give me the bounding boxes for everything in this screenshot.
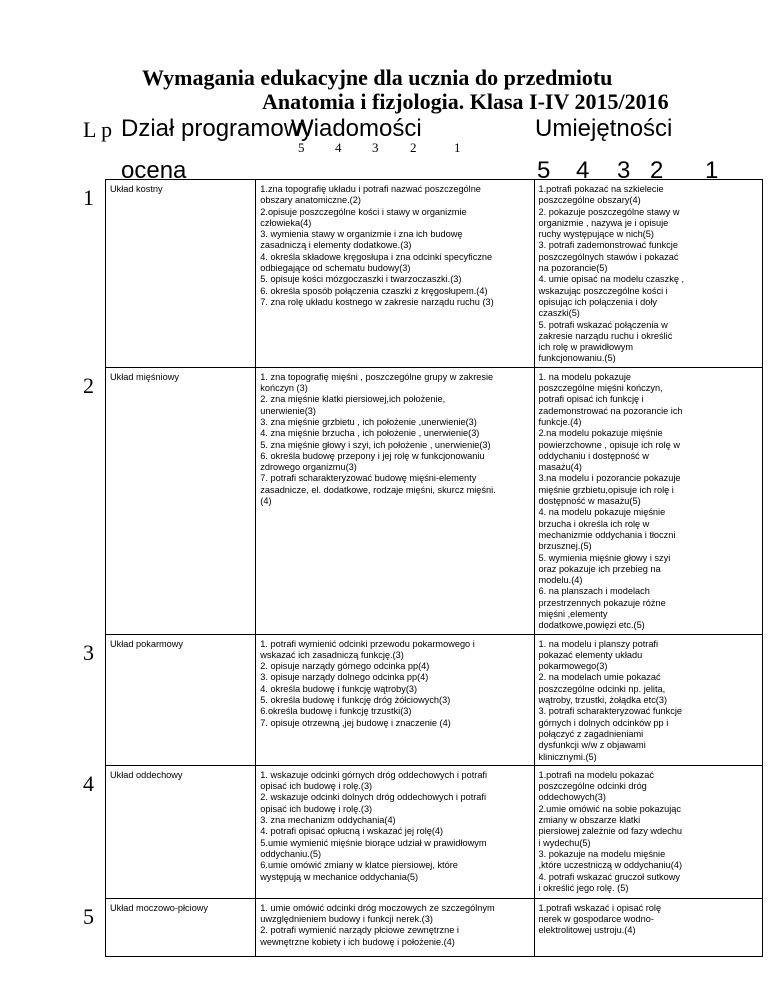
wiadomosci-line: 5. określa budowę i funkcję dróg żółciowych(3) <box>260 695 451 706</box>
wiadomosci-line: 6. określa sposób połączenia czaszki z kręgosłupem.(4) <box>260 285 488 296</box>
wiadomosci-cell <box>256 634 534 765</box>
wiadomosci-line: uwzględnieniem budowy i funkcji nerek.(3) <box>260 914 433 925</box>
umiejetnosci-line: 4. potrafi wskazać gruczoł sutkowy <box>538 871 680 882</box>
row-number: 4 <box>83 771 94 796</box>
umiejetnosci-line: górnych i dolnych odcinków pp i <box>538 717 669 728</box>
umiejetnosci-line: połączyć z zagadnieniami <box>538 728 644 739</box>
small-grade: 5 <box>298 140 305 155</box>
table-row <box>106 367 763 634</box>
umiejetnosci-line: 3. pokazuje na modelu mięśnie <box>538 848 666 859</box>
umiejetnosci-line: organizmie , nazywa je i opisuje <box>538 217 669 228</box>
wiadomosci-cell <box>256 765 534 898</box>
umiejetnosci-line: dysfunkcji w/w z objawami <box>538 740 646 751</box>
umiejetnosci-line: modelu.(4) <box>538 575 583 586</box>
wiadomosci-line: 2. opisuje narządy górnego odcinka pp(4) <box>260 661 430 672</box>
wiadomosci-line: 6.określa budowę i funkcję trzustki(3) <box>260 706 412 717</box>
umiejetnosci-line: pokazać elementy układu <box>538 649 643 660</box>
umiejetnosci-line: 3. potrafi scharakteryzować funkcje <box>538 706 683 717</box>
row-number: 5 <box>83 904 94 929</box>
wiadomosci-cell <box>256 898 534 956</box>
wiadomosci-line: 6. określa budowę przepony i jej rolę w funkcjonowaniu <box>260 450 485 461</box>
wiadomosci-line: wskazać ich zasadniczą funkcję.(3) <box>260 649 404 660</box>
wiadomosci-line: 3. wymienia stawy w organizmie i zna ich budowę <box>260 229 463 240</box>
umiejetnosci-line: elektrolitowej ustroju.(4) <box>538 925 636 936</box>
wiadomosci-line: 5. opisuje kości mózgoczaszki i twarzoczaszki.(3) <box>260 274 462 285</box>
umiejetnosci-line: pokarmowego(3) <box>538 661 608 672</box>
wiadomosci-line: 3. zna mięśnie grzbietu , ich położenie ,unerwienie(3) <box>260 416 477 427</box>
umiejetnosci-line: i wydechu(5) <box>538 837 591 848</box>
wiadomosci-line: 5. zna mięśnie głowy i szyi, ich położenie , unerwienie(3) <box>260 439 491 450</box>
wiadomosci-line: występują w mechanice oddychania(5) <box>260 871 419 882</box>
dzial-text: Układ mięśniowy <box>110 371 179 382</box>
umiejetnosci-cell <box>534 367 762 634</box>
dzial-text: Układ kostny <box>110 184 163 194</box>
umiejetnosci-line: funkcjonowaniu.(5) <box>538 353 616 364</box>
dzial-cell <box>106 180 256 368</box>
wiadomosci-line: wewnętrzne kobiety i ich budowę i położenie.(4) <box>260 936 455 947</box>
umiejetnosci-line: wątroby, trzustki, żołądka etc(3) <box>538 695 668 706</box>
title-line-1: Wymagania edukacyjne dla ucznia do przedmiotu <box>142 65 613 90</box>
small-grade: 4 <box>335 140 342 155</box>
row-number: 2 <box>83 373 94 398</box>
umiejetnosci-line: piersiowej zależnie od fazy wdechu <box>538 826 683 837</box>
wiadomosci-line: unerwienie(3) <box>260 405 316 416</box>
umiejetnosci-line: zmiany w obszarze klatki <box>538 815 641 826</box>
umiejetnosci-line: oraz pokazuje ich przebieg na <box>538 563 661 574</box>
wiadomosci-line: 5.umie wymienić mięśnie biorące udział w prawidłowym <box>260 837 487 848</box>
umiejetnosci-line: przestrzennych pokazuje różne <box>538 597 666 608</box>
wiadomosci-line: odbiegające od schematu budowy(3) <box>260 263 411 274</box>
wiadomosci-line: 7. zna rolę układu kostnego w zakresie narządu ruchu (3) <box>260 296 494 307</box>
wiadomosci-line: oddychaniu.(5) <box>260 848 322 859</box>
umiejetnosci-line: dostępność w masażu(5) <box>538 496 641 507</box>
wiadomosci-line: 2.opisuje poszczególne kości i stawy w organizmie <box>260 206 467 217</box>
table-row <box>106 180 763 368</box>
umiejetnosci-line: 1.potrafi wskazać i opisać rolę <box>538 902 662 913</box>
umiejetnosci-line: zademonstrować na pozorancie ich <box>538 405 683 416</box>
umiejetnosci-line: 3. potrafi zademonstrować funkcje <box>538 240 678 251</box>
umiejetnosci-line: ,które uczestniczą w oddychaniu(4) <box>538 860 683 871</box>
umiejetnosci-line: 1. na modelu pokazuje <box>538 371 631 382</box>
table-row <box>106 898 763 956</box>
big-grade: 2 <box>650 157 664 184</box>
umiejetnosci-cell <box>534 180 762 368</box>
umiejetnosci-line: poszczególne mięśni kończyn, <box>538 383 663 394</box>
big-grade: 4 <box>576 157 590 184</box>
umiejetnosci-line: 2. na modelach umie pokazać <box>538 672 661 683</box>
umiejetnosci-line: mięśni ,elementy <box>538 608 608 619</box>
small-grade: 1 <box>454 140 461 155</box>
wiadomosci-line: 3. opisuje narządy dolnego odcinka pp(4) <box>260 672 429 683</box>
umiejetnosci-line: funkcje.(4) <box>538 416 582 427</box>
header-dzial: Dział programowy <box>121 115 314 142</box>
wiadomosci-line: 3. zna mechanizm oddychania(4) <box>260 815 396 826</box>
table-row <box>106 634 763 765</box>
dzial-cell <box>106 634 256 765</box>
wiadomosci-line: 4. określa budowę i funkcję wątroby(3) <box>260 683 418 694</box>
umiejetnosci-line: 4. na modelu pokazuje mięśnie <box>538 507 666 518</box>
umiejetnosci-line: masażu(4) <box>538 462 582 473</box>
wiadomosci-line: 2. potrafi wymienić narządy płciowe zewnętrzne i <box>260 925 459 936</box>
umiejetnosci-line: wskazując poszczególne kości i <box>538 285 668 296</box>
wiadomosci-line: 2. zna mięśnie klatki piersiowej,ich położenie, <box>260 394 446 405</box>
wiadomosci-line: opisać ich budowę i rolę.(3) <box>260 781 373 792</box>
dzial-cell <box>106 898 256 956</box>
umiejetnosci-line: powierzchowne , opisuje ich rolę w <box>538 439 680 450</box>
wiadomosci-line: 7. opisuje otrzewną ,jej budowę i znaczenie (4) <box>260 717 451 728</box>
wiadomosci-line: 1.zna topografię układu i potrafi nazwać poszczególne <box>260 184 481 194</box>
header-ocena: ocena <box>121 157 187 184</box>
umiejetnosci-cell <box>534 765 762 898</box>
wiadomosci-line: kończyn (3) <box>260 383 308 394</box>
dzial-cell <box>106 765 256 898</box>
umiejetnosci-line: 6. na planszach i modelach <box>538 586 650 597</box>
umiejetnosci-line: brzusznej.(5) <box>538 541 592 552</box>
umiejetnosci-line: dodatkowe,powięzi etc.(5) <box>538 620 645 631</box>
wiadomosci-line: 1. umie omówić odcinki dróg moczowych ze szczególnym <box>260 902 495 913</box>
umiejetnosci-line: mechanizmie oddychania i tłoczni <box>538 529 676 540</box>
requirements-table <box>105 179 763 957</box>
umiejetnosci-line: ich rolę w prawidłowym <box>538 342 633 353</box>
umiejetnosci-line: 2.na modelu pokazuje mięśnie <box>538 428 663 439</box>
small-grade: 3 <box>372 140 379 155</box>
umiejetnosci-line: 5. potrafi wskazać połączenia w <box>538 319 668 330</box>
dzial-text: Układ pokarmowy <box>110 638 184 649</box>
small-grade: 2 <box>410 140 417 155</box>
umiejetnosci-line: poszczególne odcinki np. jelita, <box>538 683 666 694</box>
umiejetnosci-line: mięśnie grzbietu,opisuje ich rolę i <box>538 484 674 495</box>
umiejetnosci-line: klinicznymi.(5) <box>538 751 597 762</box>
header-wiadomosci: Wiadomości <box>291 115 422 142</box>
wiadomosci-line: 6.umie omówić zmiany w klatce piersiowej, które <box>260 860 458 871</box>
wiadomosci-line: 4. określa składowe kręgosłupa i zna odcinki specyficzne <box>260 251 493 262</box>
table-row <box>106 765 763 898</box>
umiejetnosci-line: oddechowych(3) <box>538 792 606 803</box>
umiejetnosci-line: i określić jego rolę. (5) <box>538 882 629 893</box>
dzial-text: Układ oddechowy <box>110 769 183 780</box>
umiejetnosci-line: 2. pokazuje poszczególne stawy w <box>538 206 680 217</box>
wiadomosci-line: 7. potrafi scharakteryzować budowę mięśni-elementy <box>260 473 477 484</box>
umiejetnosci-line: 3.na modelu i pozorancie pokazuje <box>538 473 681 484</box>
title-line-2: Anatomia i fizjologia. Klasa I-IV 2015/2016 <box>262 89 669 114</box>
wiadomosci-line: 1. wskazuje odcinki górnych dróg oddechowych i potrafi <box>260 769 488 780</box>
umiejetnosci-cell <box>534 898 762 956</box>
umiejetnosci-line: potrafi opisać ich funkcję i <box>538 394 644 405</box>
wiadomosci-line: zasadnicze, el. dodatkowe, rodzaje mięśni, skurcz mięśni. <box>260 484 496 495</box>
umiejetnosci-line: zakresie narządu ruchu i określić <box>538 330 673 341</box>
umiejetnosci-line: nerek w gospodarce wodno- <box>538 914 654 925</box>
dzial-cell <box>106 367 256 634</box>
umiejetnosci-line: 4. umie opisać na modelu czaszkę , <box>538 274 685 285</box>
header-umiejetnosci: Umiejętności <box>535 115 673 142</box>
wiadomosci-line: (4) <box>260 496 272 507</box>
umiejetnosci-line: opisując ich połączenia i doły <box>538 296 658 307</box>
umiejetnosci-line: poszczególnych stawów i pokazać <box>538 251 679 262</box>
umiejetnosci-line: poszczególne odcinki dróg <box>538 781 647 792</box>
umiejetnosci-line: na pozorancie(5) <box>538 263 608 274</box>
umiejetnosci-line: czaszki(5) <box>538 308 580 319</box>
umiejetnosci-line: 1.potrafi na modelu pokazać <box>538 769 654 780</box>
big-grade: 5 <box>537 157 551 184</box>
umiejetnosci-line: ruchy występujące w nich(5) <box>538 229 654 240</box>
wiadomosci-line: człowieka(4) <box>260 217 312 228</box>
wiadomosci-line: zasadniczą i elementy dodatkowe.(3) <box>260 240 412 251</box>
big-grade: 3 <box>617 157 631 184</box>
row-number: 1 <box>83 185 94 210</box>
wiadomosci-line: zdrowego organizmu(3) <box>260 462 357 473</box>
wiadomosci-line: 4. zna mięśnie brzucha , ich położenie , unerwienie(3) <box>260 428 480 439</box>
umiejetnosci-line: brzucha i określa ich rolę w <box>538 518 650 529</box>
header-lp: L p <box>83 117 113 142</box>
wiadomosci-line: 1. zna topografię mięśni , poszczególne grupy w zakresie <box>260 371 494 382</box>
wiadomosci-line: 1. potrafi wymienić odcinki przewodu pokarmowego i <box>260 638 475 649</box>
wiadomosci-line: opisać ich budowę i rolę.(3) <box>260 803 373 814</box>
umiejetnosci-line: 2.umie omówić na sobie pokazując <box>538 803 681 814</box>
row-number: 3 <box>83 640 94 665</box>
wiadomosci-cell <box>256 367 534 634</box>
umiejetnosci-line: 1. na modelu i planszy potrafi <box>538 638 659 649</box>
umiejetnosci-cell <box>534 634 762 765</box>
big-grade: 1 <box>705 157 719 184</box>
wiadomosci-line: obszary anatomiczne.(2) <box>260 195 361 206</box>
umiejetnosci-line: 5. wymienia mięśnie głowy i szyi <box>538 552 671 563</box>
wiadomosci-line: 4. potrafi opisać opłucną i wskazać jej rolę(4) <box>260 826 444 837</box>
umiejetnosci-line: poszczególne obszary(4) <box>538 195 641 206</box>
wiadomosci-line: 2. wskazuje odcinki dolnych dróg oddechowych i potrafi <box>260 792 487 803</box>
wiadomosci-cell <box>256 180 534 368</box>
dzial-text: Układ moczowo-płciowy <box>110 902 209 913</box>
umiejetnosci-line: 1.potrafi pokazać na szkielecie <box>538 184 664 194</box>
umiejetnosci-line: oddychaniu i dostępność w <box>538 450 649 461</box>
